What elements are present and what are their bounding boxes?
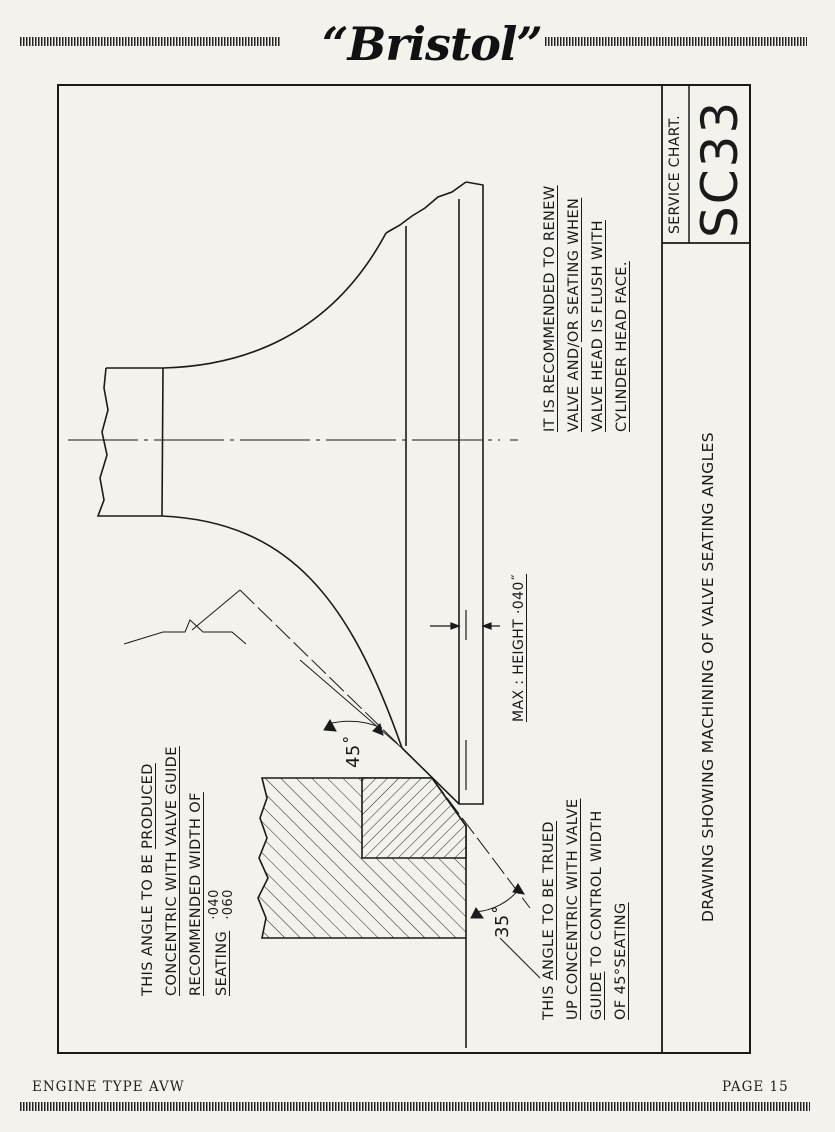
valve-outline bbox=[98, 182, 483, 804]
angle-45-construction bbox=[240, 590, 402, 748]
note-concentric-line3: RECOMMENDED WIDTH OF bbox=[188, 792, 204, 996]
note-trued-line2: UP CONCENTRIC WITH VALVE bbox=[565, 798, 581, 1020]
note-trued bbox=[537, 799, 633, 1021]
max-height-label: MAX : HEIGHT ·040˝ bbox=[511, 573, 527, 722]
engine-type-label: ENGINE TYPE AVW bbox=[32, 1079, 185, 1095]
seat-width-max: ·060 bbox=[221, 889, 236, 920]
note-trued-line1: THIS ANGLE TO BE TRUED bbox=[541, 821, 557, 1020]
note-trued-line3: GUIDE TO CONTROL WIDTH bbox=[589, 810, 605, 1020]
service-chart-code: SC33 bbox=[691, 99, 749, 238]
note-trued-line4: OF 45°SEATING bbox=[613, 902, 629, 1020]
note-renew-line2: VALVE AND/OR SEATING WHEN bbox=[566, 197, 582, 432]
bristol-logo: “Bristol” bbox=[322, 17, 542, 71]
bottom-rule bbox=[20, 1102, 810, 1111]
note-concentric-line4: SEATING ·040 ·060 bbox=[207, 889, 236, 996]
angle-35-label: 35˚ bbox=[492, 904, 513, 938]
angle-45-label: 45˚ bbox=[343, 734, 364, 768]
page-number: PAGE 15 bbox=[722, 1079, 789, 1095]
drawing-caption: DRAWING SHOWING MACHINING OF VALVE SEATING ANGLES bbox=[699, 431, 717, 922]
cylinder-head-section bbox=[258, 778, 466, 938]
seat-width-min: ·040 bbox=[207, 889, 222, 920]
note-concentric-line1: THIS ANGLE TO BE PRODUCED bbox=[140, 763, 156, 996]
note-concentric bbox=[136, 746, 236, 996]
max-height-dimension bbox=[430, 610, 500, 790]
leader-upper-note bbox=[124, 590, 246, 644]
note-renew-line3: VALVE HEAD IS FLUSH WITH bbox=[590, 220, 606, 432]
note-renew-line4: CYLINDER HEAD FACE. bbox=[614, 261, 630, 432]
note-concentric-line2: CONCENTRIC WITH VALVE GUIDE bbox=[164, 746, 180, 996]
note-renew-line1: IT IS RECOMMENDED TO RENEW bbox=[542, 185, 558, 432]
service-chart-label: SERVICE CHART. bbox=[667, 114, 683, 234]
note-renew bbox=[538, 185, 634, 432]
